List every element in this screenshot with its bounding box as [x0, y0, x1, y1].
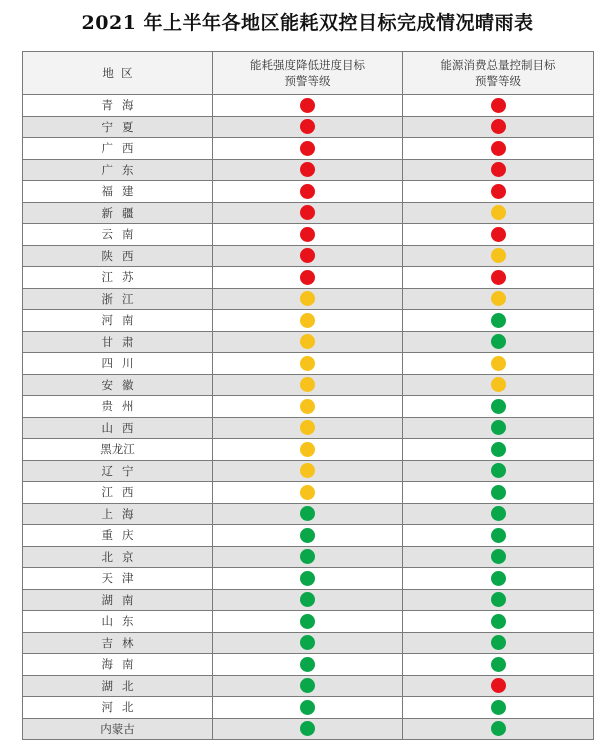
total-yellow-dot-icon	[491, 356, 506, 371]
table-row	[23, 417, 594, 439]
table-row	[23, 589, 594, 611]
page-title: 2021 年上半年各地区能耗双控目标完成情况晴雨表	[81, 12, 534, 34]
total-green-dot-icon	[491, 571, 506, 586]
region-name: 浙江	[101, 291, 143, 306]
intensity-level-cell	[213, 138, 403, 160]
header-region	[23, 52, 213, 95]
region-name: 江西	[101, 485, 143, 500]
region-name: 青海	[101, 98, 143, 113]
table-row	[23, 202, 594, 224]
total-level-cell	[403, 697, 594, 719]
region-cell	[23, 611, 213, 633]
region-name: 安徽	[101, 377, 143, 392]
table-row	[23, 460, 594, 482]
intensity-level-cell	[213, 460, 403, 482]
intensity-green-dot-icon	[300, 571, 315, 586]
region-name: 云南	[101, 227, 143, 242]
table-row	[23, 525, 594, 547]
region-cell	[23, 224, 213, 246]
intensity-red-dot-icon	[300, 184, 315, 199]
intensity-level-cell	[213, 675, 403, 697]
intensity-green-dot-icon	[300, 549, 315, 564]
intensity-level-cell	[213, 159, 403, 181]
intensity-green-dot-icon	[300, 721, 315, 736]
total-level-cell	[403, 439, 594, 461]
intensity-yellow-dot-icon	[300, 399, 315, 414]
table-row	[23, 331, 594, 353]
region-name: 宁夏	[101, 119, 143, 134]
total-level-cell	[403, 482, 594, 504]
total-yellow-dot-icon	[491, 291, 506, 306]
header-region-label: 地 区	[102, 66, 133, 80]
table-row	[23, 374, 594, 396]
region-cell	[23, 675, 213, 697]
region-cell	[23, 460, 213, 482]
intensity-level-cell	[213, 267, 403, 289]
intensity-yellow-dot-icon	[300, 313, 315, 328]
intensity-level-cell	[213, 331, 403, 353]
region-name: 甘肃	[101, 334, 143, 349]
intensity-level-cell	[213, 95, 403, 117]
region-cell	[23, 546, 213, 568]
table-row	[23, 310, 594, 332]
total-level-cell	[403, 675, 594, 697]
total-red-dot-icon	[491, 227, 506, 242]
intensity-red-dot-icon	[300, 162, 315, 177]
intensity-level-cell	[213, 353, 403, 375]
total-level-cell	[403, 288, 594, 310]
total-green-dot-icon	[491, 528, 506, 543]
total-level-cell	[403, 95, 594, 117]
warning-table	[22, 51, 594, 740]
intensity-level-cell	[213, 482, 403, 504]
region-name: 河南	[101, 313, 143, 328]
table-row	[23, 267, 594, 289]
table-row	[23, 396, 594, 418]
region-name: 山西	[101, 420, 143, 435]
intensity-level-cell	[213, 224, 403, 246]
total-level-cell	[403, 267, 594, 289]
region-name: 河北	[101, 700, 143, 715]
table-row	[23, 546, 594, 568]
region-name: 吉林	[101, 635, 143, 650]
intensity-yellow-dot-icon	[300, 377, 315, 392]
region-cell	[23, 396, 213, 418]
intensity-level-cell	[213, 374, 403, 396]
intensity-red-dot-icon	[300, 227, 315, 242]
total-green-dot-icon	[491, 614, 506, 629]
intensity-green-dot-icon	[300, 678, 315, 693]
total-red-dot-icon	[491, 98, 506, 113]
region-name: 黑龙江	[100, 442, 135, 457]
region-name: 江苏	[101, 270, 143, 285]
intensity-level-cell	[213, 396, 403, 418]
total-green-dot-icon	[491, 313, 506, 328]
table-row	[23, 116, 594, 138]
table-row	[23, 718, 594, 740]
total-level-cell	[403, 589, 594, 611]
intensity-yellow-dot-icon	[300, 356, 315, 371]
region-name: 广西	[101, 141, 143, 156]
region-cell	[23, 138, 213, 160]
total-green-dot-icon	[491, 506, 506, 521]
region-cell	[23, 654, 213, 676]
total-level-cell	[403, 611, 594, 633]
header-intensity-line1: 能耗强度降低进度目标	[250, 58, 365, 72]
header-total	[403, 52, 594, 95]
region-name: 重庆	[101, 528, 143, 543]
intensity-level-cell	[213, 654, 403, 676]
intensity-yellow-dot-icon	[300, 291, 315, 306]
total-red-dot-icon	[491, 184, 506, 199]
table-row	[23, 288, 594, 310]
table-row	[23, 611, 594, 633]
total-green-dot-icon	[491, 549, 506, 564]
table-row	[23, 697, 594, 719]
total-red-dot-icon	[491, 270, 506, 285]
intensity-green-dot-icon	[300, 614, 315, 629]
intensity-green-dot-icon	[300, 528, 315, 543]
region-cell	[23, 116, 213, 138]
region-cell	[23, 439, 213, 461]
region-name: 辽宁	[101, 463, 143, 478]
total-level-cell	[403, 718, 594, 740]
region-name: 内蒙古	[100, 721, 135, 736]
intensity-green-dot-icon	[300, 592, 315, 607]
region-cell	[23, 374, 213, 396]
total-green-dot-icon	[491, 485, 506, 500]
intensity-level-cell	[213, 632, 403, 654]
table-row	[23, 654, 594, 676]
intensity-level-cell	[213, 611, 403, 633]
intensity-yellow-dot-icon	[300, 485, 315, 500]
region-cell	[23, 353, 213, 375]
total-level-cell	[403, 417, 594, 439]
table-row	[23, 353, 594, 375]
region-name: 北京	[101, 549, 143, 564]
total-green-dot-icon	[491, 721, 506, 736]
region-name: 新疆	[101, 205, 143, 220]
total-level-cell	[403, 224, 594, 246]
total-green-dot-icon	[491, 420, 506, 435]
region-name: 贵州	[101, 399, 143, 414]
region-cell	[23, 202, 213, 224]
total-level-cell	[403, 331, 594, 353]
total-yellow-dot-icon	[491, 205, 506, 220]
region-name: 海南	[101, 657, 143, 672]
region-cell	[23, 482, 213, 504]
total-level-cell	[403, 138, 594, 160]
region-cell	[23, 632, 213, 654]
total-level-cell	[403, 181, 594, 203]
region-name: 四川	[101, 356, 143, 371]
intensity-level-cell	[213, 288, 403, 310]
intensity-level-cell	[213, 245, 403, 267]
intensity-level-cell	[213, 546, 403, 568]
table-row	[23, 95, 594, 117]
region-name: 陕西	[101, 248, 143, 263]
region-cell	[23, 331, 213, 353]
region-name: 山东	[101, 614, 143, 629]
total-level-cell	[403, 374, 594, 396]
region-cell	[23, 589, 213, 611]
table-row	[23, 503, 594, 525]
header-intensity	[213, 52, 403, 95]
table-body	[23, 95, 594, 740]
total-red-dot-icon	[491, 119, 506, 134]
total-level-cell	[403, 353, 594, 375]
intensity-yellow-dot-icon	[300, 420, 315, 435]
intensity-green-dot-icon	[300, 657, 315, 672]
total-level-cell	[403, 503, 594, 525]
total-green-dot-icon	[491, 463, 506, 478]
intensity-level-cell	[213, 439, 403, 461]
total-green-dot-icon	[491, 592, 506, 607]
total-level-cell	[403, 202, 594, 224]
region-name: 湖南	[101, 592, 143, 607]
table-row	[23, 675, 594, 697]
total-green-dot-icon	[491, 334, 506, 349]
region-cell	[23, 697, 213, 719]
intensity-red-dot-icon	[300, 141, 315, 156]
header-total-line2: 预警等级	[475, 74, 521, 88]
region-cell	[23, 267, 213, 289]
intensity-yellow-dot-icon	[300, 442, 315, 457]
total-red-dot-icon	[491, 141, 506, 156]
total-level-cell	[403, 159, 594, 181]
total-level-cell	[403, 654, 594, 676]
intensity-level-cell	[213, 116, 403, 138]
table-row	[23, 482, 594, 504]
intensity-red-dot-icon	[300, 205, 315, 220]
table-row	[23, 138, 594, 160]
intensity-green-dot-icon	[300, 635, 315, 650]
total-green-dot-icon	[491, 442, 506, 457]
region-name: 福建	[101, 184, 143, 199]
total-level-cell	[403, 396, 594, 418]
intensity-level-cell	[213, 417, 403, 439]
intensity-level-cell	[213, 589, 403, 611]
intensity-level-cell	[213, 181, 403, 203]
region-cell	[23, 95, 213, 117]
intensity-level-cell	[213, 525, 403, 547]
region-name: 天津	[101, 571, 143, 586]
region-cell	[23, 718, 213, 740]
table-row	[23, 439, 594, 461]
region-cell	[23, 568, 213, 590]
table-header-row	[23, 52, 594, 95]
region-cell	[23, 245, 213, 267]
region-cell	[23, 417, 213, 439]
total-level-cell	[403, 116, 594, 138]
intensity-green-dot-icon	[300, 700, 315, 715]
intensity-level-cell	[213, 503, 403, 525]
total-level-cell	[403, 568, 594, 590]
table-row	[23, 159, 594, 181]
total-green-dot-icon	[491, 399, 506, 414]
intensity-red-dot-icon	[300, 270, 315, 285]
total-red-dot-icon	[491, 162, 506, 177]
region-name: 广东	[101, 162, 143, 177]
intensity-green-dot-icon	[300, 506, 315, 521]
total-level-cell	[403, 310, 594, 332]
intensity-red-dot-icon	[300, 248, 315, 263]
total-green-dot-icon	[491, 635, 506, 650]
total-yellow-dot-icon	[491, 248, 506, 263]
region-cell	[23, 159, 213, 181]
region-cell	[23, 310, 213, 332]
intensity-red-dot-icon	[300, 119, 315, 134]
region-cell	[23, 288, 213, 310]
total-green-dot-icon	[491, 700, 506, 715]
header-intensity-line2: 预警等级	[284, 74, 331, 88]
region-cell	[23, 525, 213, 547]
intensity-level-cell	[213, 718, 403, 740]
total-level-cell	[403, 632, 594, 654]
total-level-cell	[403, 546, 594, 568]
total-level-cell	[403, 525, 594, 547]
total-red-dot-icon	[491, 678, 506, 693]
intensity-yellow-dot-icon	[300, 463, 315, 478]
intensity-level-cell	[213, 568, 403, 590]
intensity-level-cell	[213, 310, 403, 332]
total-green-dot-icon	[491, 657, 506, 672]
table-row	[23, 568, 594, 590]
table-row	[23, 224, 594, 246]
table-row	[23, 181, 594, 203]
intensity-yellow-dot-icon	[300, 334, 315, 349]
region-name: 上海	[101, 506, 143, 521]
intensity-level-cell	[213, 202, 403, 224]
total-level-cell	[403, 460, 594, 482]
intensity-level-cell	[213, 697, 403, 719]
table-row	[23, 632, 594, 654]
total-level-cell	[403, 245, 594, 267]
intensity-red-dot-icon	[300, 98, 315, 113]
header-total-line1: 能源消费总量控制目标	[440, 58, 556, 72]
region-cell	[23, 181, 213, 203]
table-row	[23, 245, 594, 267]
total-yellow-dot-icon	[491, 377, 506, 392]
region-name: 湖北	[101, 678, 143, 693]
region-cell	[23, 503, 213, 525]
